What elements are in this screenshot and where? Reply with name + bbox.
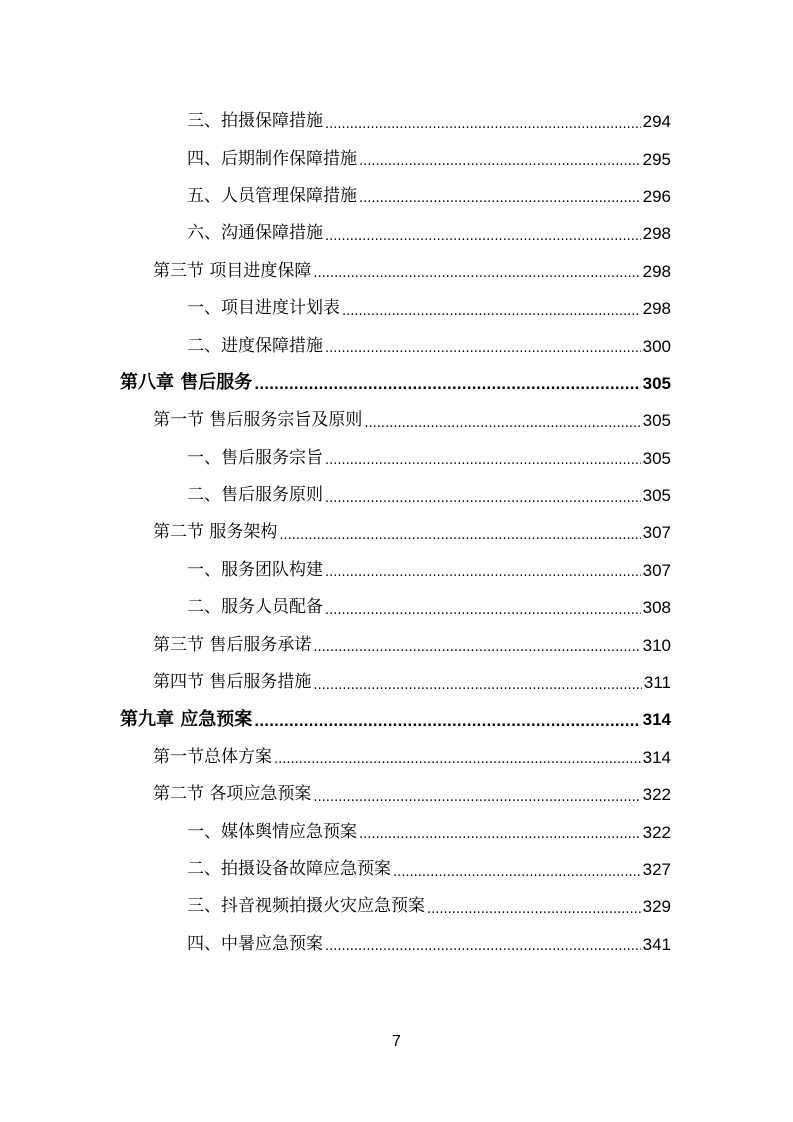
toc-chapter-entry[interactable]: [0, 701, 793, 738]
toc-entry-label: 第二节 各项应急预案: [153, 784, 312, 805]
toc-section-entry[interactable]: [0, 402, 793, 439]
dot-leader: [254, 378, 640, 394]
toc-entry-label: 一、服务团队构建: [187, 559, 323, 580]
toc-entry-page-number: 298: [642, 261, 671, 281]
toc-section-entry[interactable]: [0, 776, 793, 813]
toc-entry-label: 四、中暑应急预案: [187, 933, 323, 954]
toc-entry-page-number: 329: [642, 897, 671, 917]
toc-item-entry[interactable]: [0, 477, 793, 514]
toc-entry-page-number: 294: [642, 112, 671, 132]
toc-entry-label: 二、售后服务原则: [187, 485, 323, 506]
toc-section-entry[interactable]: [0, 253, 793, 290]
toc-entry-page-number: 305: [642, 486, 671, 506]
toc-entry-page-number: 327: [642, 860, 671, 879]
dot-leader: [393, 865, 641, 881]
dot-leader: [427, 902, 641, 918]
toc-entry-label: 第四节 售后服务措施: [153, 672, 312, 693]
toc-entry-label: 二、服务人员配备: [187, 597, 323, 618]
toc-entry-page-number: 307: [642, 560, 671, 580]
dot-leader: [325, 117, 641, 133]
toc-entry-label: 五、人员管理保障措施: [187, 185, 357, 206]
toc-entry-label: 三、抖音视频拍摄火灾应急预案: [187, 896, 425, 917]
page-number: 7: [392, 1033, 401, 1050]
toc-entry-label: 二、拍摄设备故障应急预案: [187, 859, 391, 879]
toc-entry-page-number: 305: [642, 373, 671, 393]
dot-leader: [325, 491, 641, 507]
toc-entry-label: 第二节 服务架构: [153, 522, 278, 543]
toc-section-entry[interactable]: [0, 664, 793, 701]
toc-entry-label: 第三节 售后服务承诺: [153, 634, 312, 655]
dot-leader: [313, 790, 640, 806]
toc-item-entry[interactable]: [0, 813, 793, 850]
toc-entry-page-number: 314: [642, 710, 671, 730]
dot-leader: [313, 266, 640, 282]
dot-leader: [313, 640, 640, 656]
toc-entry-page-number: 307: [642, 523, 671, 543]
toc-entry-label: 二、进度保障措施: [187, 335, 323, 356]
toc-item-entry[interactable]: [0, 103, 793, 140]
toc-chapter-entry[interactable]: [0, 365, 793, 402]
toc-item-entry[interactable]: [0, 888, 793, 925]
toc-entry-page-number: 295: [642, 149, 671, 169]
toc-entry-label: 一、媒体舆情应急预案: [187, 821, 357, 842]
toc-entry-page-number: 305: [642, 411, 671, 431]
dot-leader: [325, 341, 641, 357]
toc-entry-page-number: 300: [642, 336, 671, 356]
toc-entry-page-number: 314: [642, 747, 671, 767]
toc-item-entry[interactable]: [0, 327, 793, 364]
dot-leader: [359, 827, 641, 843]
toc-entry-label: 第八章 售后服务: [120, 372, 253, 394]
toc-item-entry[interactable]: [0, 140, 793, 177]
table-of-contents: [0, 103, 793, 963]
toc-item-entry[interactable]: [0, 290, 793, 327]
dot-leader: [279, 528, 640, 544]
toc-entry-page-number: 341: [642, 934, 671, 954]
toc-section-entry[interactable]: [0, 739, 793, 776]
toc-item-entry[interactable]: [0, 552, 793, 589]
dot-leader: [325, 453, 641, 469]
toc-entry-page-number: 322: [642, 785, 671, 805]
toc-item-entry[interactable]: [0, 178, 793, 215]
toc-entry-page-number: 298: [642, 299, 671, 319]
toc-section-entry[interactable]: [0, 626, 793, 663]
toc-item-entry[interactable]: [0, 589, 793, 626]
dot-leader: [342, 304, 641, 320]
dot-leader: [359, 191, 641, 207]
dot-leader: [274, 752, 641, 768]
toc-entry-page-number: 298: [642, 224, 671, 244]
toc-entry-page-number: 311: [643, 673, 671, 693]
toc-entry-label: 第九章 应急预案: [120, 708, 253, 730]
toc-item-entry[interactable]: [0, 215, 793, 252]
toc-item-entry[interactable]: [0, 440, 793, 477]
toc-entry-page-number: 305: [642, 448, 671, 468]
toc-item-entry[interactable]: [0, 926, 793, 963]
dot-leader: [325, 603, 641, 619]
toc-entry-label: 第三节 项目进度保障: [153, 260, 312, 281]
toc-entry-label: 三、拍摄保障措施: [187, 111, 323, 132]
dot-leader: [325, 565, 641, 581]
toc-entry-page-number: 322: [642, 822, 671, 842]
dot-leader: [359, 154, 641, 170]
toc-item-entry[interactable]: [0, 851, 793, 888]
toc-entry-page-number: 308: [642, 598, 671, 618]
toc-entry-label: 第一节总体方案: [153, 746, 272, 767]
toc-entry-label: 一、售后服务宗旨: [187, 447, 323, 468]
toc-section-entry[interactable]: [0, 514, 793, 551]
dot-leader: [254, 715, 640, 731]
dot-leader: [313, 678, 641, 694]
dot-leader: [325, 939, 641, 955]
toc-entry-label: 六、沟通保障措施: [187, 223, 323, 244]
dot-leader: [364, 416, 640, 432]
toc-entry-label: 一、项目进度计划表: [187, 298, 340, 319]
toc-entry-page-number: 296: [642, 186, 671, 206]
toc-entry-label: 第一节 售后服务宗旨及原则: [153, 410, 363, 431]
toc-entry-page-number: 310: [642, 635, 671, 655]
dot-leader: [325, 229, 641, 245]
toc-entry-label: 四、后期制作保障措施: [187, 148, 357, 169]
